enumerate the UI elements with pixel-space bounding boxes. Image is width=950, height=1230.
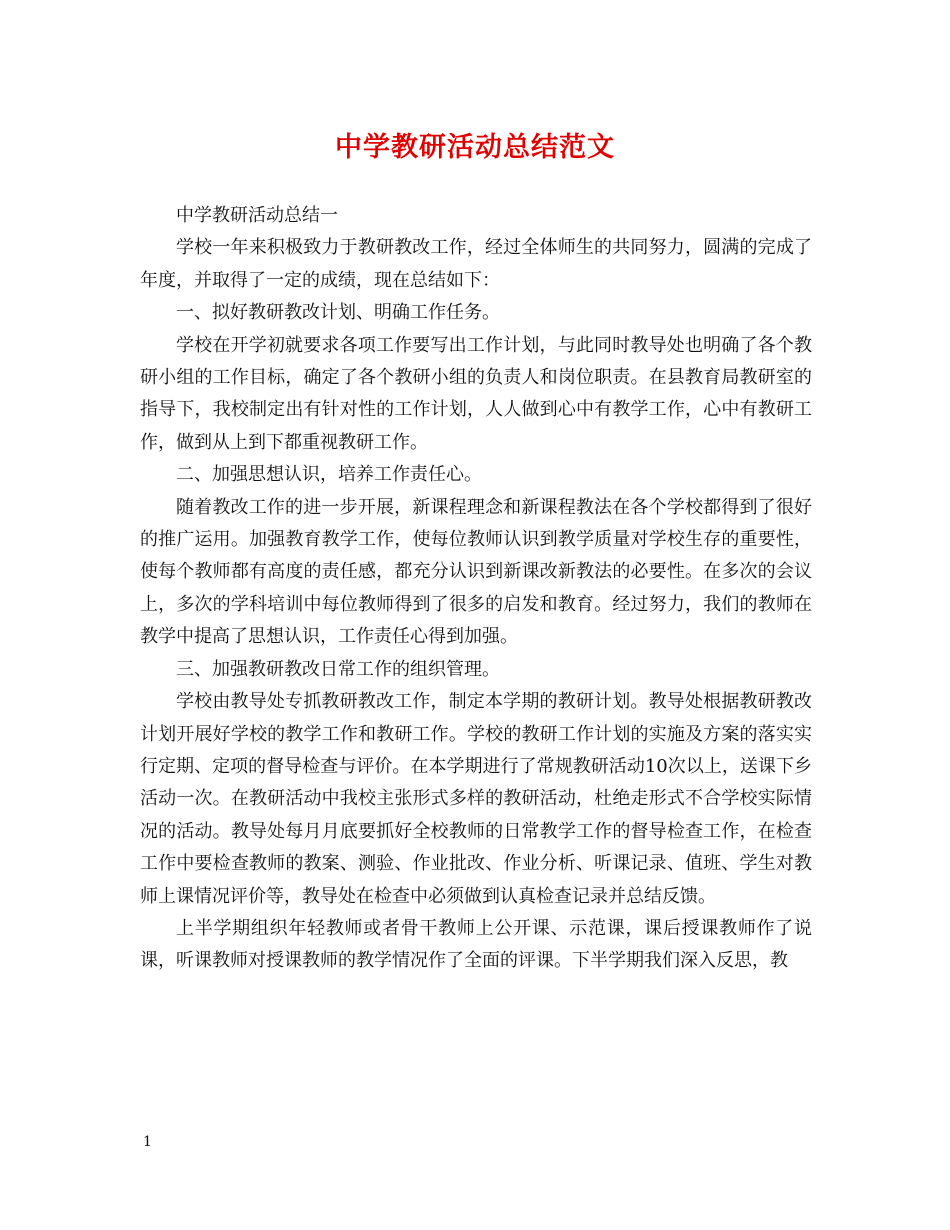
page-number: 1: [143, 1134, 152, 1150]
paragraph-intro: 学校一年来积极致力于教研教改工作，经过全体师生的共同努力，圆满的完成了年度，并取得了一定的成绩，现在总结如下：: [140, 237, 812, 291]
paragraph-body-2: 随着教改工作的进一步开展，新课程理念和新课程教法在各个学校都得到了很好的推广运用。加强教育教学工作，使每位教师认识到教学质量对学校生存的重要性，使每个教师都有高度的责任感，都充分认识到新课改新教法的必要性。在多次的会议上，多次的学科培训中每位教师得到了很多的启发和教育。经过努力，我们的教师在教学中提高了思想认识，工作责任心得到加强。: [140, 496, 812, 648]
paragraph-heading-3: 三、加强教研教改日常工作的组织管理。: [176, 658, 500, 680]
paragraph-body-4: 上半学期组织年轻教师或者骨干教师上公开课、示范课，课后授课教师作了说课，听课教师对授课教师的教学情况作了全面的评课。下半学期我们深入反思，教: [140, 917, 812, 972]
paragraph-body-1: 学校在开学初就要求各项工作要写出工作计划，与此同时教导处也明确了各个教研小组的工作目标，确定了各个教研小组的负责人和岗位职责。在县教育局教研室的指导下，我校制定出有针对性的工作计划，人人做到心中有教学工作，心中有教研工作，做到从上到下都重视教研工作。: [140, 334, 812, 453]
paragraph-heading-1: 一、拟好教研教改计划、明确工作任务。: [176, 302, 500, 324]
document-title: 中学教研活动总结范文: [335, 132, 615, 163]
paragraph-body-3: 学校由教导处专抓教研教改工作，制定本学期的教研计划。教导处根据教研教改计划开展好学校的教学工作和教研工作。学校的教研工作计划的实施及方案的落实实行定期、定项的督导检查与评价。在本学期进行了常规教研活动10次以上，送课下乡活动一次。在教研活动中我校主张形式多样的教研活动，杜绝走形式不合学校实际情况的活动。教导处每月月底要抓好全校教师的日常教学工作的督导检查工作，在检查工作中要检查教师的教案、测验、作业批改、作业分析、听课记录、值班、学生对教师上课情况评价等，教导处在检查中必须做到认真检查记录并总结反馈。: [140, 691, 812, 907]
document-body: [140, 200, 812, 978]
paragraph-section-heading: 中学教研活动总结一: [176, 205, 338, 226]
paragraph-heading-2: 二、加强思想认识，培养工作责任心。: [176, 464, 482, 486]
